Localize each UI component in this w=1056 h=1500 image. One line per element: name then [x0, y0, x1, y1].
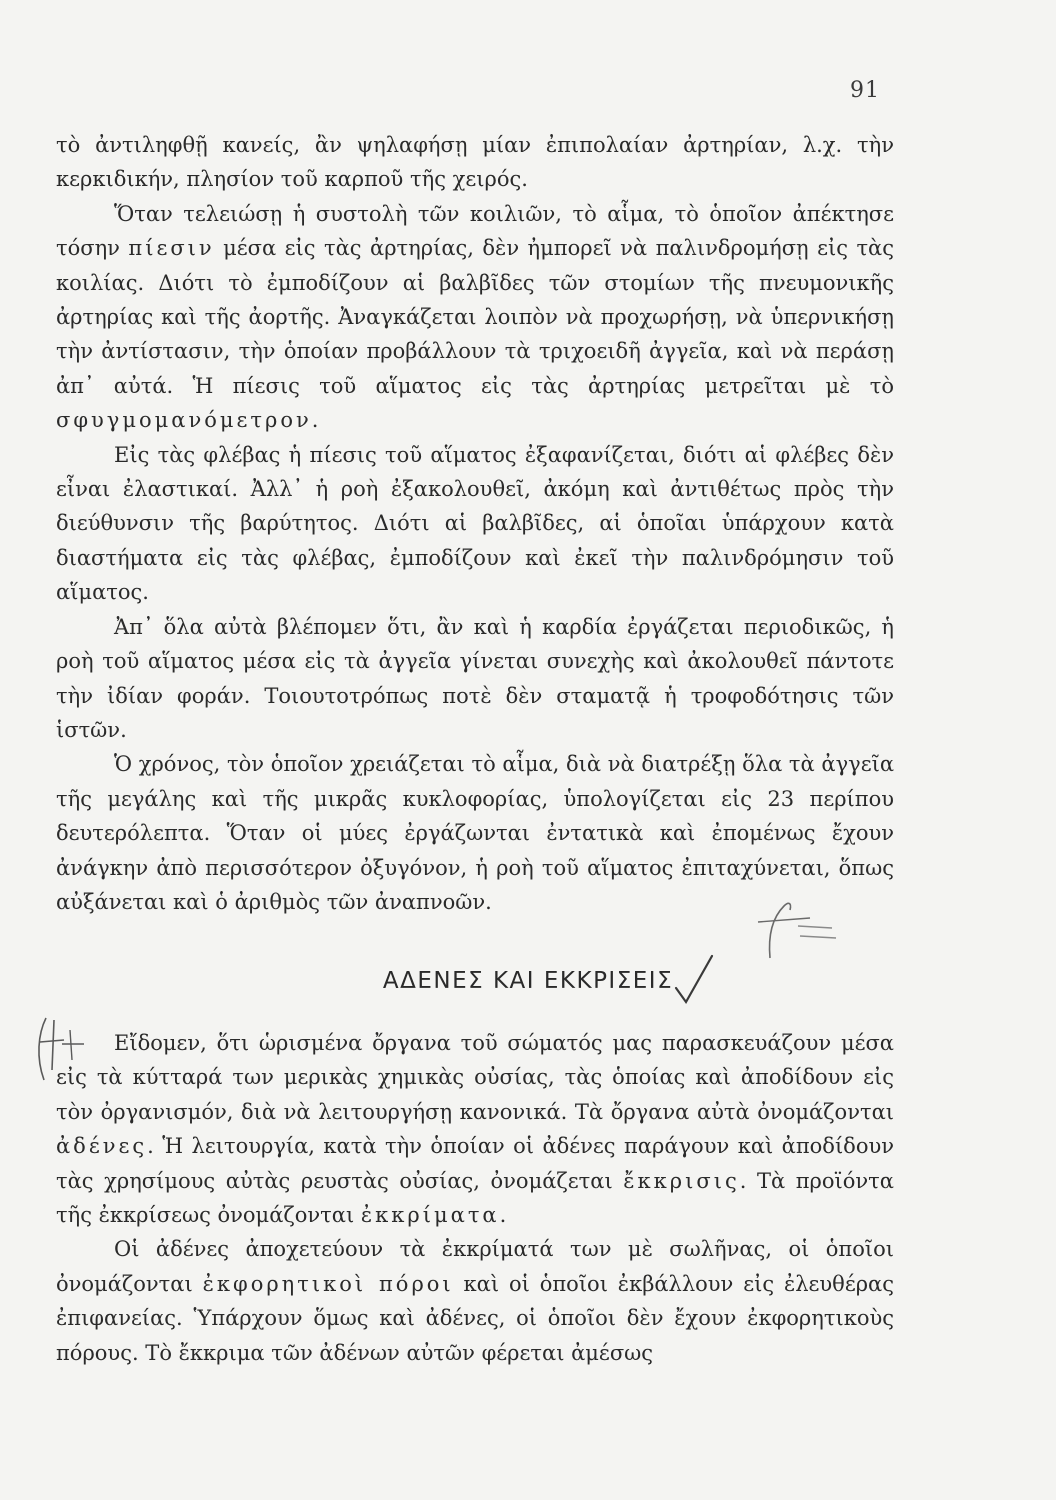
section-heading	[0, 968, 1056, 994]
section-heading-text: ΑΔΕΝΕΣ ΚΑΙ ΕΚΚΡΙΣΕΙΣ	[382, 968, 674, 994]
paragraph-blood-pressure	[56, 197, 894, 438]
paragraph-text: .	[499, 1203, 507, 1228]
emphasized-term-ducts: ἐκφορητικοὶ πόροι	[202, 1271, 454, 1296]
paragraph-veins: Εἰς τὰς φλέβας ἡ πίεσις τοῦ αἵματος ἐξαφανίζεται, διότι αἱ φλέβες δὲν εἶναι ἐλαστικαί. Ἀλλ᾽ ἡ ροὴ ἐξακολουθεῖ, ἀκόμη καὶ ἀντιθέτως πρὸς τὴν διεύθυνσιν τῆς βαρύτητος. Διότι αἱ βαλβῖδες, αἱ ὁποῖαι ὑπάρχουν κατὰ διαστήματα εἰς τὰς φλέβας, ἐμποδίζουν καὶ ἐκεῖ τὴν παλινδρόμησιν τοῦ αἵματος.	[56, 442, 894, 605]
paragraph-text: Ὅταν τελειώσῃ ἡ συστολὴ τῶν κοιλιῶν, τὸ αἷμα, τὸ ὁποῖον ἀπέκτησε τόσην	[56, 201, 894, 261]
paragraph-ducts	[56, 1232, 894, 1370]
paragraph-text: Εἴδομεν, ὅτι ὡρισμένα ὄργανα τοῦ σώματός μας παρασκευάζουν μέσα εἰς τὰ κύτταρά των μερικὰς χημικὰς οὐσίας, τὰς ὁποίας καὶ ἀποδίδουν εἰς τὸν ὀργανισμόν, διὰ νὰ λειτουργήσῃ κανονικά. Τὰ ὄργανα αὐτὰ ὀνομάζονται	[56, 1031, 894, 1124]
paragraph-continuation: τὸ ἀντιληφθῇ κανείς, ἂν ψηλαφήσῃ μίαν ἐπιπολαίαν ἀρτηρίαν, λ.χ. τὴν κερκιδικήν, πλησίον τοῦ καρποῦ τῆς χειρός.	[56, 133, 894, 192]
emphasized-term-glands: ἀδένες	[56, 1134, 148, 1159]
emphasized-term-pressure: πίεσιν	[128, 236, 215, 261]
glands-section	[56, 1026, 894, 1370]
circulation-section	[56, 128, 894, 919]
paragraph-continuous-flow: Ἀπ᾽ ὅλα αὐτὰ βλέπομεν ὅτι, ἂν καὶ ἡ καρδία ἐργάζεται περιοδικῶς, ἡ ροὴ τοῦ αἵματος μέσα εἰς τὰ ἀγγεῖα γίνεται συνεχὴς καὶ ἀκολουθεῖ πάντοτε τὴν ἰδίαν φοράν. Τοιουτοτρόπως ποτὲ δὲν σταματᾷ ἡ τροφοδότησις τῶν ἱστῶν.	[56, 614, 894, 742]
paragraph-glands-definition	[56, 1026, 894, 1232]
paragraph-text: καὶ οἱ ὁποῖοι ἐκβάλλουν εἰς ἐλευθέρας ἐπιφανείας. Ὑπάρχουν ὅμως καὶ ἀδένες, οἱ ὁποῖοι δὲν ἔχουν ἐκφορητικοὺς πόρους. Τὸ ἔκκριμα τῶν ἀδένων αὐτῶν φέρεται ἀμέσως	[56, 1271, 894, 1365]
paragraph-text: .	[311, 408, 319, 433]
paragraph-text: Οἱ ἀδένες ἀποχετεύουν τὰ ἐκκρίματά των μὲ σωλῆνας, οἱ ὁποῖοι ὀνομάζονται	[56, 1237, 894, 1296]
paragraph-text: μέσα εἰς τὰς ἀρτηρίας, δὲν ἠμπορεῖ νὰ παλινδρομήσῃ εἰς τὰς κοιλίας. Διότι τὸ ἐμποδίζουν αἱ βαλβῖδες τῶν στομίων τῆς πνευμονικῆς ἀρτηρίας καὶ τῆς ἀορτῆς. Ἀναγκάζεται λοιπὸν νὰ προχωρήσῃ, νὰ ὑπερνικήσῃ τὴν ἀντίστασιν, τὴν ὁποίαν προβάλλουν τὰ τριχοειδῆ ἀγγεῖα, καὶ νὰ περάσῃ ἀπ᾽ αὐτά. Ἡ πίεσις τοῦ αἵματος εἰς τὰς ἀρτηρίας μετρεῖται μὲ τὸ	[56, 236, 895, 398]
paragraph-text: . Τὰ προϊόντα τῆς ἐκκρίσεως ὀνομάζονται	[56, 1168, 894, 1228]
paragraph-circulation-time: Ὁ χρόνος, τὸν ὁποῖον χρειάζεται τὸ αἷμα, διὰ νὰ διατρέξῃ ὅλα τὰ ἀγγεῖα τῆς μεγάλης καὶ τῆς μικρᾶς κυκλοφορίας, ὑπολογίζεται εἰς 23 περίπου δευτερόλεπτα. Ὅταν οἱ μύες ἐργάζωνται ἐντατικὰ καὶ ἐπομένως ἔχουν ἀνάγκην ἀπὸ περισσότερον ὀξυγόνον, ἡ ροὴ τοῦ αἵματος ἐπιταχύνεται, ὅπως αὐξάνεται καὶ ὁ ἀριθμὸς τῶν ἀναπνοῶν.	[56, 752, 894, 914]
paragraph-text: . Ἡ λειτουργία, κατὰ τὴν ὁποίαν οἱ ἀδένες παράγουν καὶ ἀποδίδουν τὰς χρησίμους αὐτὰς ρευστὰς οὐσίας, ὀνομάζεται	[56, 1134, 894, 1193]
emphasized-term-secretion: ἔκκρισις	[623, 1168, 740, 1193]
page-number: 91	[850, 78, 880, 103]
emphasized-term-secretions: ἐκκρίματα	[360, 1203, 500, 1228]
emphasized-term-sphygmomanometer: σφυγμομανόμετρον	[56, 408, 312, 433]
